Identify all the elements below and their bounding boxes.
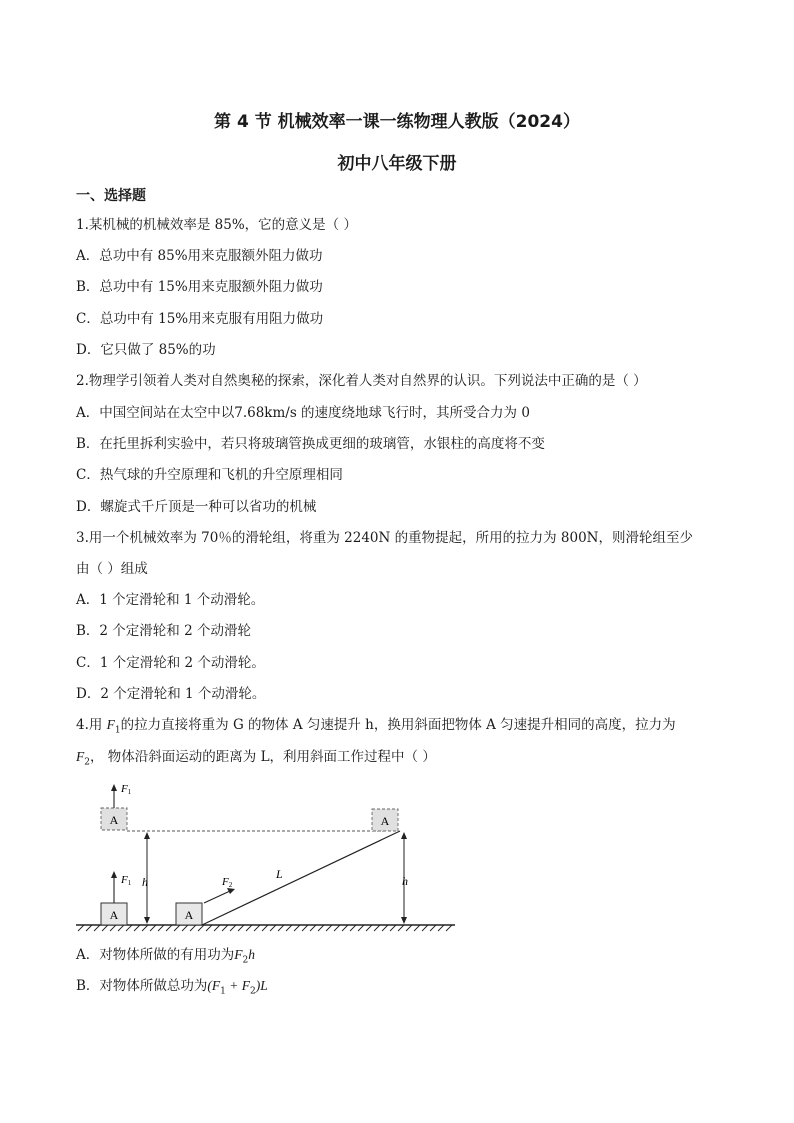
q4-stem-prefix: 4.用 [76, 717, 107, 733]
incline-surface [202, 831, 400, 925]
block-a-raised-left-label: A [109, 813, 119, 827]
block-a-ground-left-label: A [109, 908, 119, 922]
q4-option-a-math-tail: h [248, 947, 255, 962]
q4-option-a-text: A．对物体所做的有用功为 [76, 947, 235, 963]
q2-stem: 2.物理学引领着人类对自然奥秘的探索，深化着人类对自然界的认识。下列说法中正确的是（ ） [76, 373, 647, 389]
document-subtitle: 初中八年级下册 [337, 154, 457, 174]
q2-option-b: B．在托里拆利实验中，若只将玻璃管换成更细的玻璃管，水银柱的高度将不变 [76, 436, 545, 452]
q4-option-a [76, 946, 255, 970]
right-height-label: h [402, 874, 408, 888]
right-height-arrow-bottom [401, 917, 407, 924]
q4-f1-subscript: 1 [114, 725, 121, 736]
q4-option-a-math: F [234, 947, 243, 962]
q4-option-b-math-sub1: 1 [220, 986, 226, 997]
q3-option-b: B．2 个定滑轮和 2 个动滑轮 [76, 623, 251, 639]
q4-option-b-math-open: (F [207, 978, 221, 993]
section-heading: 一、选择题 [76, 188, 146, 204]
incline-length-label: L [276, 867, 283, 881]
q3-option-a: A．1 个定滑轮和 1 个动滑轮。 [76, 592, 265, 608]
f1-upper-label: F1 [121, 783, 132, 796]
f1-lower-label: F1 [121, 874, 132, 887]
q3-stem-line2: 由（ ）组成 [76, 561, 148, 577]
f1-arrow-upper-head [111, 784, 117, 791]
q4-stem-line1-text: 的拉力直接将重为 G 的物体 A 匀速提升 h，换用斜面把物体 A 匀速提升相同的高度，拉力为 [120, 717, 676, 733]
q4-option-b-text: B．对物体所做总功为 [76, 978, 208, 994]
q1-option-b: B．总功中有 15%用来克服额外阻力做功 [76, 279, 323, 295]
q4-stem-line1 [76, 716, 676, 740]
q4-option-b-math-sub2: 2 [250, 986, 256, 997]
q4-stem-line2 [76, 748, 436, 772]
q2-option-d: D．螺旋式千斤顶是一种可以省功的机械 [76, 499, 317, 515]
q4-option-b [76, 977, 268, 1001]
f2-arrow [204, 891, 230, 903]
block-a-incline-base-label: A [184, 908, 194, 922]
q4-option-b-math-mid: + F [225, 978, 251, 993]
q4-f2-subscript: 2 [84, 757, 90, 768]
q4-f2-symbol: F [76, 749, 85, 764]
left-height-arrow-bottom [144, 917, 150, 924]
q4-option-a-math-sub: 2 [242, 955, 249, 966]
left-height-arrow-top [144, 832, 150, 839]
q3-option-d: D．2 个定滑轮和 1 个动滑轮。 [76, 686, 266, 702]
q1-option-a: A．总功中有 85%用来克服额外阻力做功 [76, 248, 323, 264]
document-title: 第 4 节 机械效率一课一练物理人教版（2024） [214, 112, 580, 132]
left-height-label: h [142, 875, 148, 889]
ground-hatching [78, 925, 452, 931]
block-a-raised-top-incline-label: A [380, 814, 390, 828]
q3-stem-line1: 3.用一个机械效率为 70％的滑轮组，将重为 2240N 的重物提起，所用的拉力为 800N，则滑轮组至少 [76, 530, 693, 546]
q4-f1-symbol: F [106, 717, 115, 732]
q4-incline-figure [70, 775, 470, 935]
right-height-arrow-top [401, 832, 407, 839]
q2-option-a: A．中国空间站在太空中以7.68km/s 的速度绕地球飞行时，其所受合力为 0 [76, 405, 530, 421]
q4-option-b-math-close: )L [255, 978, 268, 993]
f1-arrow-lower-head [111, 871, 117, 878]
q2-option-c: C．热气球的升空原理和飞机的升空原理相同 [76, 467, 343, 483]
f2-label: F2 [222, 876, 233, 889]
q1-option-c: C．总功中有 15%用来克服有用阻力做功 [76, 311, 324, 327]
q1-stem: 1.某机械的机械效率是 85%，它的意义是（ ） [76, 217, 357, 233]
q3-option-c: C．1 个定滑轮和 2 个动滑轮。 [76, 655, 265, 671]
q4-stem-line2-text: ， 物体沿斜面运动的距离为 L，利用斜面工作过程中（ ） [89, 749, 436, 765]
q1-option-d: D．它只做了 85%的功 [76, 342, 216, 358]
